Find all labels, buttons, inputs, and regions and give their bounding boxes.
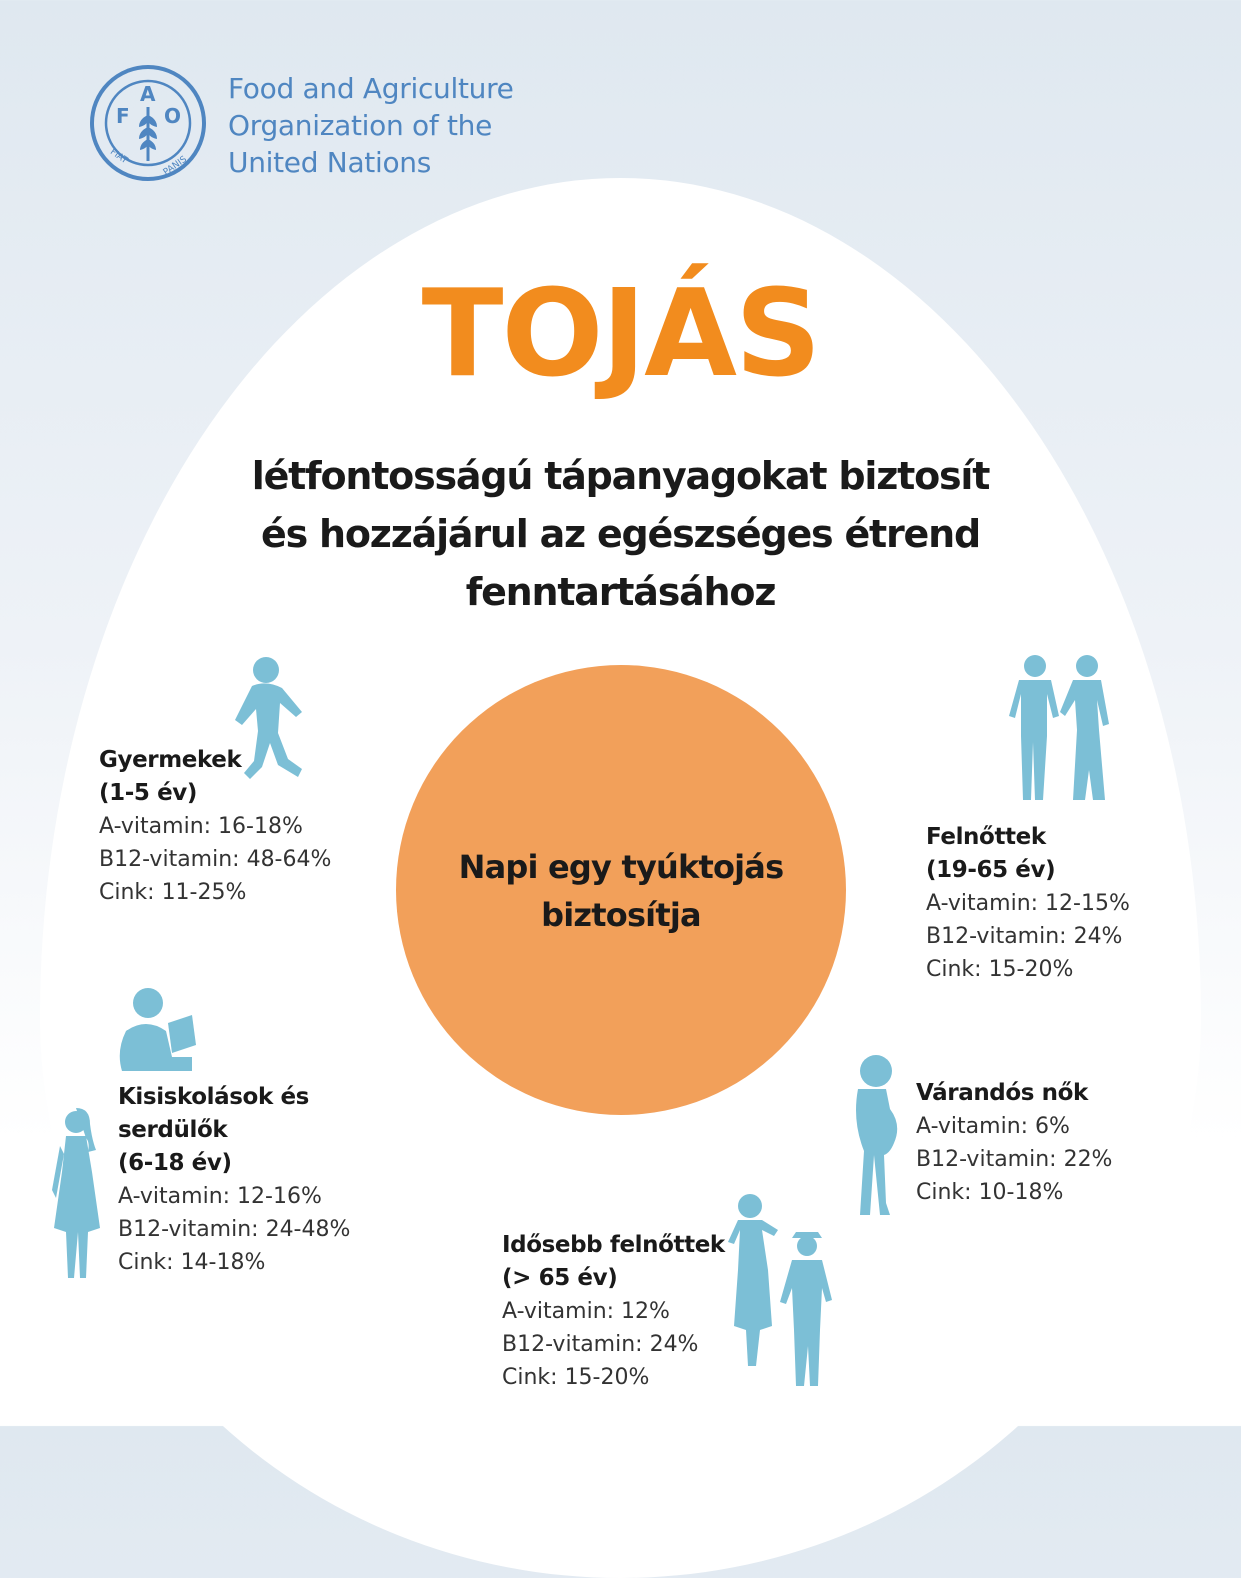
adults-zinc: Cink: 15-20% [926, 957, 1074, 982]
logo-motto-fiat: FIAT [108, 147, 130, 167]
children-vitamin-b12: B12-vitamin: 48-64% [99, 847, 332, 872]
school-heading-line-2: serdülők [118, 1117, 228, 1143]
org-name-line-3: United Nations [228, 146, 432, 179]
elderly-vitamin-b12: B12-vitamin: 24% [502, 1332, 699, 1357]
fao-logo-icon [88, 63, 208, 183]
school-heading-line-1: Kisiskolások és [118, 1084, 309, 1110]
pregnant-vitamin-a: A-vitamin: 6% [916, 1114, 1070, 1139]
group-school [118, 1081, 350, 1279]
children-vitamin-a: A-vitamin: 16-18% [99, 814, 303, 839]
children-heading-line-1: Gyermekek [99, 747, 242, 773]
adults-vitamin-b12: B12-vitamin: 24% [926, 924, 1123, 949]
elderly-zinc: Cink: 15-20% [502, 1365, 650, 1390]
reading-child-icon [118, 985, 198, 1080]
adults-heading-line-1: Felnőttek [926, 824, 1046, 850]
org-name-line-1: Food and Agriculture [228, 72, 514, 105]
children-heading-line-2: (1-5 év) [99, 780, 197, 806]
center-text-line-1: Napi egy tyúktojás [458, 848, 784, 886]
logo-letter-o: O [164, 104, 182, 128]
school-heading-line-3: (6-18 év) [118, 1150, 232, 1176]
elderly-heading-line-2: (> 65 év) [502, 1265, 618, 1291]
school-zinc: Cink: 14-18% [118, 1250, 266, 1275]
pregnant-woman-icon [848, 1053, 900, 1219]
adults-heading-line-2: (19-65 év) [926, 857, 1056, 883]
children-zinc: Cink: 11-25% [99, 880, 247, 905]
group-elderly [502, 1229, 725, 1394]
group-children [99, 744, 331, 909]
pregnant-vitamin-b12: B12-vitamin: 22% [916, 1147, 1113, 1172]
adult-couple-icon [1003, 652, 1115, 808]
teen-girl-icon [50, 1106, 102, 1278]
center-text-line-2: biztosítja [541, 896, 701, 934]
logo-motto-panis: PANIS [161, 154, 189, 178]
adults-vitamin-a: A-vitamin: 12-15% [926, 891, 1130, 916]
school-vitamin-a: A-vitamin: 12-16% [118, 1184, 322, 1209]
pregnant-heading-line-1: Várandós nők [916, 1080, 1088, 1106]
pregnant-zinc: Cink: 10-18% [916, 1180, 1064, 1205]
elderly-couple-icon [728, 1190, 840, 1388]
group-adults [926, 821, 1130, 986]
group-pregnant [916, 1077, 1112, 1209]
subtitle-line-2: és hozzájárul az egészséges étrend [261, 512, 980, 556]
elderly-heading-line-1: Idősebb felnőttek [502, 1232, 725, 1258]
org-name-line-2: Organization of the [228, 109, 493, 142]
subtitle-line-3: fenntartásához [465, 570, 776, 614]
elderly-vitamin-a: A-vitamin: 12% [502, 1299, 670, 1324]
page-title: TOJÁS [421, 265, 820, 404]
subtitle-line-1: létfontosságú tápanyagokat biztosít [251, 454, 990, 498]
school-vitamin-b12: B12-vitamin: 24-48% [118, 1217, 351, 1242]
logo-letter-f: F [116, 104, 130, 128]
logo-letter-a: A [140, 82, 156, 106]
